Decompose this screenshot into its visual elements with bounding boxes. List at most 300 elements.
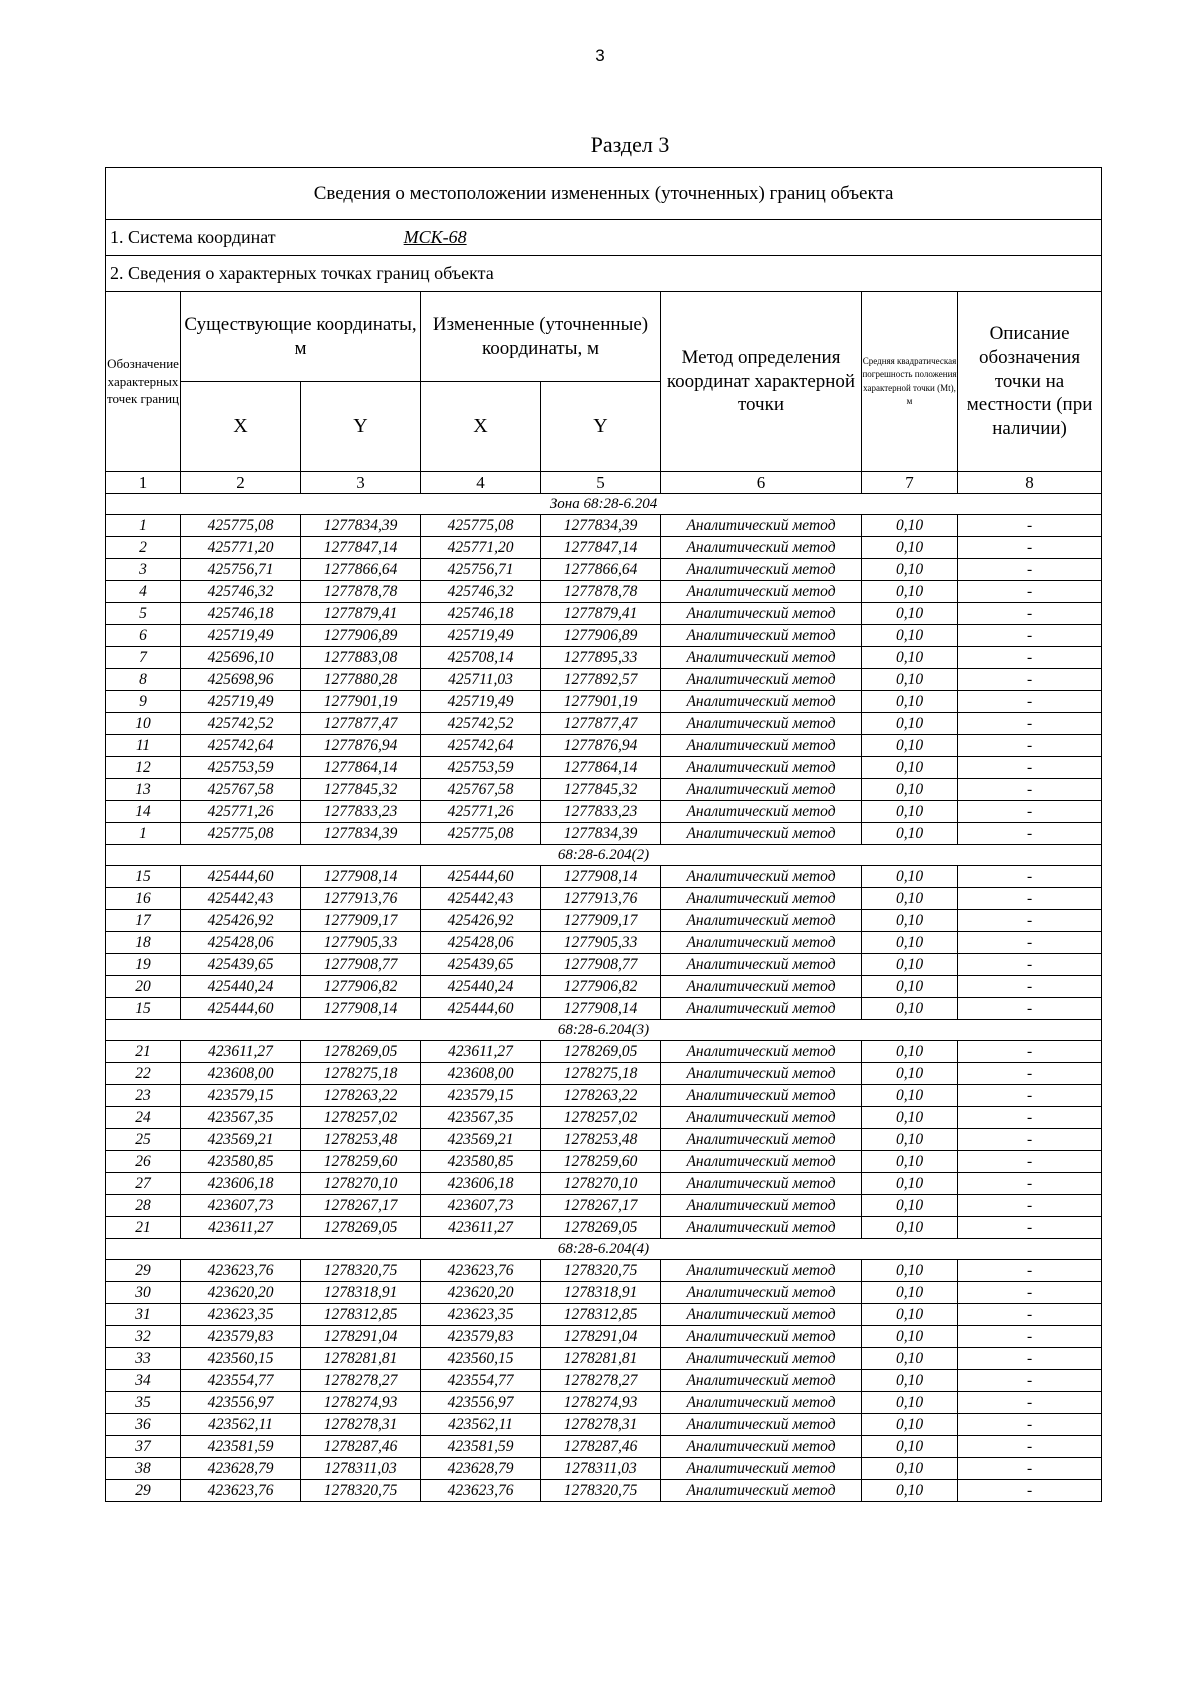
description-header: Описание обозначения точки на местности (при наличии): [958, 292, 1102, 472]
changed-x-cell: 425771,20: [421, 537, 541, 559]
changed-y-cell: 1278253,48: [541, 1129, 661, 1151]
mean-error-cell: 0,10: [862, 1217, 958, 1239]
method-cell: Аналитический метод: [661, 1436, 862, 1458]
table-row: [106, 603, 1102, 625]
table-row: [106, 801, 1102, 823]
mean-error-cell: 0,10: [862, 1370, 958, 1392]
zone-name: 68:28-6.204(2): [106, 845, 1102, 866]
existing-y-cell: 1277908,14: [301, 998, 421, 1020]
changed-y-cell: 1277908,14: [541, 998, 661, 1020]
changed-y-cell: 1277833,23: [541, 801, 661, 823]
existing-y-cell: 1278312,85: [301, 1304, 421, 1326]
description-cell: -: [958, 537, 1102, 559]
method-cell: Аналитический метод: [661, 1217, 862, 1239]
existing-x-cell: 425771,20: [181, 537, 301, 559]
method-cell: Аналитический метод: [661, 932, 862, 954]
point-number-cell: 19: [106, 954, 181, 976]
existing-x-cell: 423606,18: [181, 1173, 301, 1195]
existing-x-cell: 423554,77: [181, 1370, 301, 1392]
method-cell: Аналитический метод: [661, 823, 862, 845]
changed-y-cell: 1277892,57: [541, 669, 661, 691]
method-cell: Аналитический метод: [661, 537, 862, 559]
point-number-cell: 36: [106, 1414, 181, 1436]
existing-y-cell: 1277880,28: [301, 669, 421, 691]
method-header: Метод определения координат характерной точки: [661, 292, 862, 472]
changed-y-cell: 1277895,33: [541, 647, 661, 669]
existing-y-cell: 1277866,64: [301, 559, 421, 581]
changed-x-cell: 425775,08: [421, 515, 541, 537]
designation-header: Обозначение характерных точек границ: [106, 292, 181, 472]
mean-error-cell: 0,10: [862, 559, 958, 581]
mean-error-cell: 0,10: [862, 801, 958, 823]
existing-x-cell: 423567,35: [181, 1107, 301, 1129]
description-cell: -: [958, 779, 1102, 801]
existing-y-cell: 1277906,82: [301, 976, 421, 998]
table-row: [106, 581, 1102, 603]
changed-y-cell: 1278312,85: [541, 1304, 661, 1326]
changed-x-cell: 425756,71: [421, 559, 541, 581]
table-row: [106, 1326, 1102, 1348]
description-cell: -: [958, 1458, 1102, 1480]
column-number: 5: [541, 472, 661, 494]
changed-x-cell: 425753,59: [421, 757, 541, 779]
changed-y-cell: 1278320,75: [541, 1480, 661, 1502]
existing-y-cell: 1277906,89: [301, 625, 421, 647]
changed-y-cell: 1278270,10: [541, 1173, 661, 1195]
method-cell: Аналитический метод: [661, 910, 862, 932]
method-cell: Аналитический метод: [661, 1129, 862, 1151]
changed-x-cell: 423623,76: [421, 1480, 541, 1502]
existing-x-cell: 423579,15: [181, 1085, 301, 1107]
point-number-cell: 29: [106, 1260, 181, 1282]
mean-error-cell: 0,10: [862, 1085, 958, 1107]
changed-y-cell: 1277879,41: [541, 603, 661, 625]
existing-y-cell: 1278257,02: [301, 1107, 421, 1129]
existing-x-cell: 425696,10: [181, 647, 301, 669]
table-row: [106, 1282, 1102, 1304]
changed-y-cell: 1277905,33: [541, 932, 661, 954]
column-number: 6: [661, 472, 862, 494]
point-number-cell: 33: [106, 1348, 181, 1370]
existing-y-cell: 1278320,75: [301, 1480, 421, 1502]
changed-x-cell: 425444,60: [421, 866, 541, 888]
mean-error-cell: 0,10: [862, 669, 958, 691]
changed-y-cell: 1278287,46: [541, 1436, 661, 1458]
description-cell: -: [958, 735, 1102, 757]
mean-error-cell: 0,10: [862, 647, 958, 669]
changed-y-cell: 1277847,14: [541, 537, 661, 559]
existing-y-cell: 1278278,31: [301, 1414, 421, 1436]
changed-x-cell: 423611,27: [421, 1041, 541, 1063]
changed-x-cell: 423607,73: [421, 1195, 541, 1217]
mean-error-cell: 0,10: [862, 1173, 958, 1195]
changed-y-cell: 1278320,75: [541, 1260, 661, 1282]
description-cell: -: [958, 1195, 1102, 1217]
description-cell: -: [958, 1107, 1102, 1129]
existing-y-cell: 1278263,22: [301, 1085, 421, 1107]
existing-y-cell: 1277883,08: [301, 647, 421, 669]
changed-y-cell: 1277877,47: [541, 713, 661, 735]
mean-error-cell: 0,10: [862, 625, 958, 647]
description-cell: -: [958, 603, 1102, 625]
point-number-cell: 23: [106, 1085, 181, 1107]
existing-y-cell: 1277864,14: [301, 757, 421, 779]
changed-y-cell: 1278259,60: [541, 1151, 661, 1173]
method-cell: Аналитический метод: [661, 1260, 862, 1282]
description-cell: -: [958, 515, 1102, 537]
changed-x-cell: 423581,59: [421, 1436, 541, 1458]
mean-error-cell: 0,10: [862, 1392, 958, 1414]
method-cell: Аналитический метод: [661, 1480, 862, 1502]
table-row: [106, 1217, 1102, 1239]
table-row: [106, 1151, 1102, 1173]
mean-error-cell: 0,10: [862, 735, 958, 757]
table-row: [106, 1195, 1102, 1217]
changed-y-cell: 1278274,93: [541, 1392, 661, 1414]
existing-y-cell: 1278270,10: [301, 1173, 421, 1195]
existing-x-cell: 423562,11: [181, 1414, 301, 1436]
changed-y-cell: 1278318,91: [541, 1282, 661, 1304]
existing-x-cell: 425719,49: [181, 625, 301, 647]
description-cell: -: [958, 954, 1102, 976]
existing-y-cell: 1278320,75: [301, 1260, 421, 1282]
mean-error-cell: 0,10: [862, 998, 958, 1020]
table-row: [106, 1304, 1102, 1326]
mean-error-cell: 0,10: [862, 603, 958, 625]
method-cell: Аналитический метод: [661, 1282, 862, 1304]
existing-x-cell: 423580,85: [181, 1151, 301, 1173]
changed-y-cell: 1278257,02: [541, 1107, 661, 1129]
point-number-cell: 18: [106, 932, 181, 954]
point-number-cell: 14: [106, 801, 181, 823]
column-number: 4: [421, 472, 541, 494]
point-number-cell: 26: [106, 1151, 181, 1173]
changed-x-cell: 425775,08: [421, 823, 541, 845]
table-row: [106, 1085, 1102, 1107]
description-cell: -: [958, 998, 1102, 1020]
method-cell: Аналитический метод: [661, 515, 862, 537]
existing-y-cell: 1278275,18: [301, 1063, 421, 1085]
changed-y-cell: 1278269,05: [541, 1217, 661, 1239]
changed-x-cell: 423569,21: [421, 1129, 541, 1151]
changed-x-cell: 425742,52: [421, 713, 541, 735]
changed-x-cell: 423560,15: [421, 1348, 541, 1370]
method-cell: Аналитический метод: [661, 757, 862, 779]
changed-x-cell: 423623,35: [421, 1304, 541, 1326]
changed-x-cell: 425746,18: [421, 603, 541, 625]
point-number-cell: 11: [106, 735, 181, 757]
table-row: [106, 713, 1102, 735]
mean-error-cell: 0,10: [862, 713, 958, 735]
existing-x-cell: 423623,35: [181, 1304, 301, 1326]
table-row: [106, 1129, 1102, 1151]
existing-x-cell: 423623,76: [181, 1480, 301, 1502]
existing-y-header: Y: [301, 382, 421, 472]
description-cell: -: [958, 1063, 1102, 1085]
changed-y-cell: 1277834,39: [541, 823, 661, 845]
mean-error-cell: 0,10: [862, 1458, 958, 1480]
changed-x-cell: 425444,60: [421, 998, 541, 1020]
mean-error-cell: 0,10: [862, 757, 958, 779]
table-row: [106, 691, 1102, 713]
existing-x-cell: 423581,59: [181, 1436, 301, 1458]
point-number-cell: 31: [106, 1304, 181, 1326]
method-cell: Аналитический метод: [661, 1195, 862, 1217]
description-cell: -: [958, 1151, 1102, 1173]
existing-y-cell: 1278291,04: [301, 1326, 421, 1348]
coord-system-line: [106, 220, 1102, 256]
table-row: [106, 537, 1102, 559]
existing-x-cell: 423607,73: [181, 1195, 301, 1217]
description-cell: -: [958, 932, 1102, 954]
method-cell: Аналитический метод: [661, 976, 862, 998]
mean-error-cell: 0,10: [862, 1063, 958, 1085]
description-cell: -: [958, 559, 1102, 581]
table-row: [106, 976, 1102, 998]
mean-error-cell: 0,10: [862, 1282, 958, 1304]
existing-y-cell: 1278311,03: [301, 1458, 421, 1480]
changed-y-cell: 1277834,39: [541, 515, 661, 537]
mean-error-cell: 0,10: [862, 779, 958, 801]
changed-x-cell: 425719,49: [421, 625, 541, 647]
existing-x-cell: 425719,49: [181, 691, 301, 713]
table-row: [106, 954, 1102, 976]
point-number-cell: 12: [106, 757, 181, 779]
point-number-cell: 5: [106, 603, 181, 625]
table-row: [106, 1414, 1102, 1436]
changed-y-header: Y: [541, 382, 661, 472]
column-number: 3: [301, 472, 421, 494]
description-cell: -: [958, 1085, 1102, 1107]
existing-y-cell: 1278278,27: [301, 1370, 421, 1392]
point-number-cell: 16: [106, 888, 181, 910]
zone-row: [106, 494, 1102, 515]
mean-error-cell: 0,10: [862, 1480, 958, 1502]
method-cell: Аналитический метод: [661, 603, 862, 625]
method-cell: Аналитический метод: [661, 1107, 862, 1129]
point-number-cell: 35: [106, 1392, 181, 1414]
table-row: [106, 823, 1102, 845]
existing-x-cell: 425775,08: [181, 823, 301, 845]
point-number-cell: 2: [106, 537, 181, 559]
mean-error-cell: 0,10: [862, 581, 958, 603]
zone-row: [106, 845, 1102, 866]
method-cell: Аналитический метод: [661, 954, 862, 976]
existing-y-cell: 1277877,47: [301, 713, 421, 735]
existing-y-cell: 1277833,23: [301, 801, 421, 823]
existing-x-cell: 425428,06: [181, 932, 301, 954]
existing-y-cell: 1277908,14: [301, 866, 421, 888]
existing-x-cell: 423623,76: [181, 1260, 301, 1282]
changed-coords-header: Измененные (уточненные) координаты, м: [421, 292, 661, 382]
method-cell: Аналитический метод: [661, 669, 862, 691]
existing-x-cell: 425771,26: [181, 801, 301, 823]
mean-error-cell: 0,10: [862, 954, 958, 976]
point-number-cell: 1: [106, 515, 181, 537]
changed-x-cell: 425767,58: [421, 779, 541, 801]
description-cell: -: [958, 1370, 1102, 1392]
mean-error-cell: 0,10: [862, 1348, 958, 1370]
table-row: [106, 1173, 1102, 1195]
zone-name: 68:28-6.204(4): [106, 1239, 1102, 1260]
changed-x-cell: 425439,65: [421, 954, 541, 976]
changed-y-cell: 1277906,89: [541, 625, 661, 647]
existing-y-cell: 1278267,17: [301, 1195, 421, 1217]
description-cell: -: [958, 581, 1102, 603]
description-cell: -: [958, 1217, 1102, 1239]
boundary-points-table: [105, 167, 1102, 1502]
point-number-cell: 6: [106, 625, 181, 647]
changed-x-cell: 423628,79: [421, 1458, 541, 1480]
existing-x-cell: 423556,97: [181, 1392, 301, 1414]
mean-error-cell: 0,10: [862, 1041, 958, 1063]
table-row: [106, 515, 1102, 537]
changed-y-cell: 1278291,04: [541, 1326, 661, 1348]
changed-y-cell: 1277908,14: [541, 866, 661, 888]
description-cell: -: [958, 1173, 1102, 1195]
changed-x-cell: 425746,32: [421, 581, 541, 603]
table-row: [106, 910, 1102, 932]
existing-x-cell: 425444,60: [181, 866, 301, 888]
mean-error-cell: 0,10: [862, 932, 958, 954]
existing-y-cell: 1278287,46: [301, 1436, 421, 1458]
method-cell: Аналитический метод: [661, 1151, 862, 1173]
changed-y-cell: 1277845,32: [541, 779, 661, 801]
changed-y-cell: 1277864,14: [541, 757, 661, 779]
method-cell: Аналитический метод: [661, 559, 862, 581]
mean-error-cell: 0,10: [862, 1129, 958, 1151]
existing-x-cell: 423560,15: [181, 1348, 301, 1370]
changed-x-cell: 425442,43: [421, 888, 541, 910]
description-cell: -: [958, 1304, 1102, 1326]
points-heading: 2. Сведения о характерных точках границ объекта: [106, 256, 1102, 292]
mean-error-cell: 0,10: [862, 866, 958, 888]
table-row: [106, 1480, 1102, 1502]
existing-y-cell: 1278281,81: [301, 1348, 421, 1370]
existing-x-cell: 423628,79: [181, 1458, 301, 1480]
description-cell: -: [958, 1392, 1102, 1414]
point-number-cell: 3: [106, 559, 181, 581]
method-cell: Аналитический метод: [661, 1458, 862, 1480]
existing-y-cell: 1278269,05: [301, 1041, 421, 1063]
description-cell: -: [958, 1282, 1102, 1304]
description-cell: -: [958, 691, 1102, 713]
point-number-cell: 13: [106, 779, 181, 801]
description-cell: -: [958, 1041, 1102, 1063]
column-numbers-row: [106, 472, 1102, 494]
mean-error-cell: 0,10: [862, 1260, 958, 1282]
existing-y-cell: 1277834,39: [301, 823, 421, 845]
point-number-cell: 10: [106, 713, 181, 735]
method-cell: Аналитический метод: [661, 998, 862, 1020]
table-row: [106, 1370, 1102, 1392]
table-row: [106, 1436, 1102, 1458]
changed-x-cell: 425426,92: [421, 910, 541, 932]
changed-x-cell: 425719,49: [421, 691, 541, 713]
method-cell: Аналитический метод: [661, 1414, 862, 1436]
existing-x-cell: 425775,08: [181, 515, 301, 537]
changed-x-cell: 423611,27: [421, 1217, 541, 1239]
method-cell: Аналитический метод: [661, 713, 862, 735]
mean-error-cell: 0,10: [862, 823, 958, 845]
description-cell: -: [958, 910, 1102, 932]
error-header: Средняя квадратическая погрешность положения характерной точки (Mt), м: [862, 292, 958, 472]
description-cell: -: [958, 801, 1102, 823]
method-cell: Аналитический метод: [661, 1041, 862, 1063]
changed-x-cell: 425711,03: [421, 669, 541, 691]
existing-x-cell: 423620,20: [181, 1282, 301, 1304]
existing-y-cell: 1278253,48: [301, 1129, 421, 1151]
description-cell: -: [958, 888, 1102, 910]
existing-x-cell: 425756,71: [181, 559, 301, 581]
changed-y-cell: 1278267,17: [541, 1195, 661, 1217]
existing-y-cell: 1277905,33: [301, 932, 421, 954]
changed-x-cell: 423580,85: [421, 1151, 541, 1173]
changed-y-cell: 1277908,77: [541, 954, 661, 976]
point-number-cell: 17: [106, 910, 181, 932]
existing-x-cell: 423569,21: [181, 1129, 301, 1151]
method-cell: Аналитический метод: [661, 1063, 862, 1085]
method-cell: Аналитический метод: [661, 779, 862, 801]
existing-x-cell: 425426,92: [181, 910, 301, 932]
point-number-cell: 15: [106, 998, 181, 1020]
point-number-cell: 38: [106, 1458, 181, 1480]
changed-x-cell: 425771,26: [421, 801, 541, 823]
existing-y-cell: 1277878,78: [301, 581, 421, 603]
existing-y-cell: 1278259,60: [301, 1151, 421, 1173]
description-cell: -: [958, 647, 1102, 669]
changed-y-cell: 1278311,03: [541, 1458, 661, 1480]
table-row: [106, 1458, 1102, 1480]
method-cell: Аналитический метод: [661, 801, 862, 823]
existing-y-cell: 1277847,14: [301, 537, 421, 559]
existing-x-cell: 425442,43: [181, 888, 301, 910]
existing-y-cell: 1277845,32: [301, 779, 421, 801]
changed-x-cell: 423620,20: [421, 1282, 541, 1304]
description-cell: -: [958, 1129, 1102, 1151]
existing-y-cell: 1277901,19: [301, 691, 421, 713]
mean-error-cell: 0,10: [862, 1304, 958, 1326]
method-cell: Аналитический метод: [661, 581, 862, 603]
existing-x-cell: 425444,60: [181, 998, 301, 1020]
point-number-cell: 7: [106, 647, 181, 669]
table-row: [106, 1392, 1102, 1414]
changed-x-cell: 423567,35: [421, 1107, 541, 1129]
mean-error-cell: 0,10: [862, 1436, 958, 1458]
section-title: Раздел 3: [590, 132, 670, 157]
description-cell: -: [958, 669, 1102, 691]
existing-x-cell: 423611,27: [181, 1041, 301, 1063]
point-number-cell: 20: [106, 976, 181, 998]
point-number-cell: 21: [106, 1217, 181, 1239]
table-row: [106, 757, 1102, 779]
mean-error-cell: 0,10: [862, 976, 958, 998]
description-cell: -: [958, 757, 1102, 779]
mean-error-cell: 0,10: [862, 1151, 958, 1173]
changed-y-cell: 1277913,76: [541, 888, 661, 910]
existing-x-cell: 425742,52: [181, 713, 301, 735]
column-number: 7: [862, 472, 958, 494]
method-cell: Аналитический метод: [661, 1173, 862, 1195]
existing-x-cell: 425767,58: [181, 779, 301, 801]
mean-error-cell: 0,10: [862, 910, 958, 932]
existing-x-cell: 425439,65: [181, 954, 301, 976]
method-cell: Аналитический метод: [661, 888, 862, 910]
changed-y-cell: 1278278,31: [541, 1414, 661, 1436]
table-row: [106, 866, 1102, 888]
changed-y-cell: 1277909,17: [541, 910, 661, 932]
table-row: [106, 1260, 1102, 1282]
